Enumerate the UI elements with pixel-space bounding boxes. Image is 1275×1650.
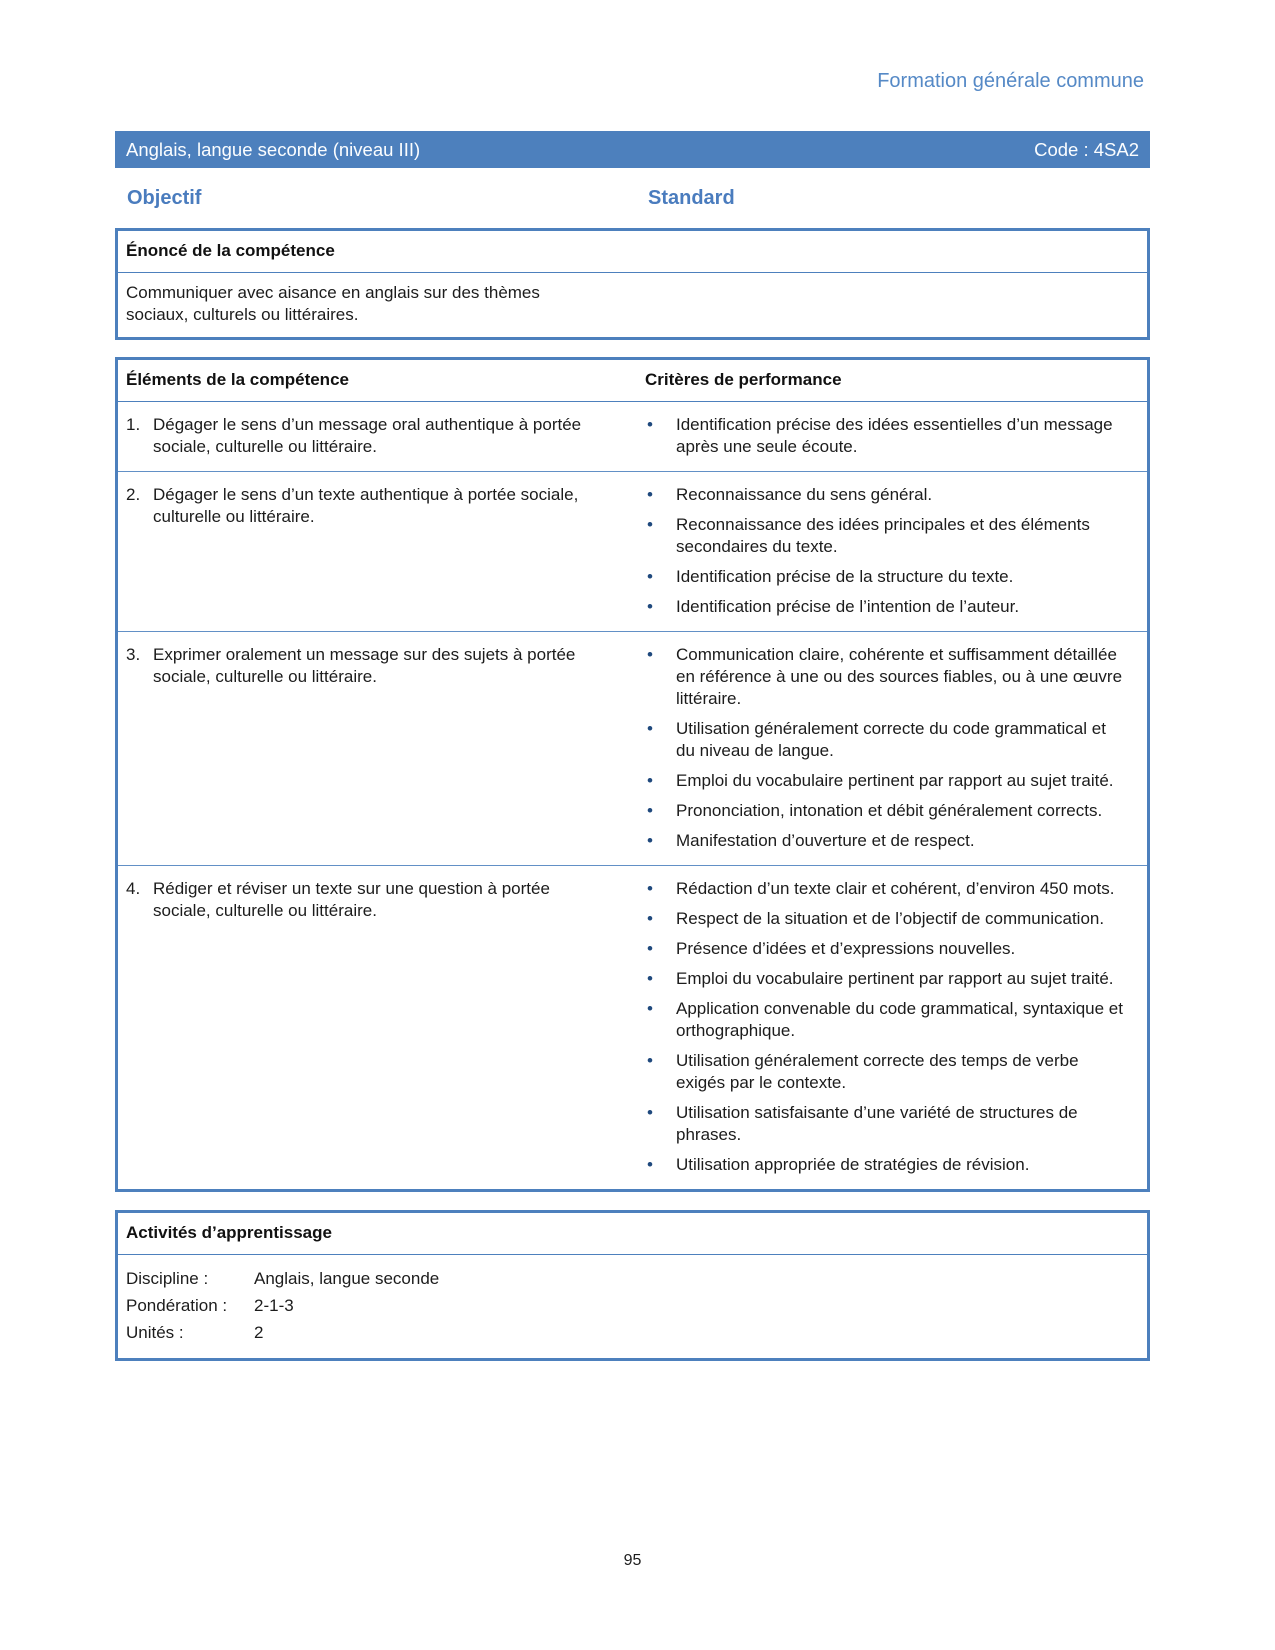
criteres-column-header: Critères de performance: [645, 370, 842, 389]
criteria-list: [645, 414, 1125, 458]
element-text: Exprimer oralement un message sur des sujets à portée sociale, culturelle ou littéraire.: [153, 645, 576, 686]
element-item: [126, 878, 595, 922]
element-number: 2.: [126, 485, 141, 504]
criterion-item: [645, 770, 1125, 792]
unites-label: Unités :: [126, 1323, 184, 1342]
criterion-text: Respect de la situation et de l’objectif de communication.: [676, 909, 1105, 928]
criterion-text: Utilisation généralement correcte des temps de verbe exigés par le contexte.: [676, 1051, 1079, 1092]
criterion-text: Rédaction d’un texte clair et cohérent, d’environ 450 mots.: [676, 879, 1115, 898]
criterion-text: Prononciation, intonation et débit généralement corrects.: [676, 801, 1103, 820]
criterion-item: [645, 414, 1125, 458]
criterion-item: [645, 998, 1125, 1042]
enonce-header: Énoncé de la compétence: [118, 231, 1147, 273]
element-number: 3.: [126, 645, 141, 664]
criteria-list: [645, 484, 1125, 618]
criterion-text: Identification précise de l’intention de l’auteur.: [676, 597, 1020, 616]
enonce-body: [118, 273, 1147, 337]
discipline-value: Anglais, langue seconde: [254, 1269, 440, 1288]
criteria-list: [645, 878, 1125, 1176]
criterion-text: Emploi du vocabulaire pertinent par rapport au sujet traité.: [676, 771, 1114, 790]
standard-heading: Standard: [648, 187, 735, 209]
criterion-text: Communication claire, cohérente et suffisamment détaillée en référence à une ou des sources fiables, ou à une œuvre littéraire.: [676, 645, 1123, 708]
element-item: [126, 644, 595, 688]
criteria-cell: [645, 472, 1147, 631]
ponderation-value: 2-1-3: [254, 1296, 294, 1315]
course-code: Code : 4SA2: [1034, 138, 1139, 160]
objectif-heading: Objectif: [127, 187, 202, 209]
page-number: 95: [623, 1552, 642, 1569]
criterion-item: [645, 596, 1125, 618]
element-cell: [118, 472, 645, 631]
element-item: [126, 484, 595, 528]
unites-value: 2: [254, 1323, 264, 1342]
criterion-text: Identification précise de la structure du texte.: [676, 567, 1014, 586]
criterion-text: Emploi du vocabulaire pertinent par rapport au sujet traité.: [676, 969, 1114, 988]
criterion-text: Reconnaissance des idées principales et des éléments secondaires du texte.: [676, 515, 1090, 556]
element-cell: [118, 866, 645, 1189]
table-row: [118, 472, 1147, 632]
activites-body: [118, 1255, 1147, 1358]
activites-row-unites: [126, 1319, 1135, 1346]
criterion-item: [645, 968, 1125, 990]
elements-column-header: Éléments de la compétence: [126, 370, 349, 389]
criterion-item: [645, 644, 1125, 710]
criteria-cell: [645, 402, 1147, 471]
enonce-text: Communiquer avec aisance en anglais sur des thèmes sociaux, culturels ou littéraires.: [126, 283, 540, 324]
element-text: Dégager le sens d’un texte authentique à portée sociale, culturelle ou littéraire.: [153, 485, 579, 526]
criteria-list: [645, 644, 1125, 852]
discipline-label: Discipline :: [126, 1269, 209, 1288]
running-header: Formation générale commune: [877, 70, 1144, 92]
ponderation-label: Pondération :: [126, 1296, 228, 1315]
enonce-competence-box: [115, 228, 1150, 340]
criterion-text: Utilisation généralement correcte du code grammatical et du niveau de langue.: [676, 719, 1106, 760]
competence-table: [115, 357, 1150, 1192]
element-text: Rédiger et réviser un texte sur une question à portée sociale, culturelle ou littéraire.: [153, 879, 550, 920]
criterion-item: [645, 1050, 1125, 1094]
criteria-cell: [645, 632, 1147, 865]
activites-box: [115, 1210, 1150, 1361]
criterion-text: Utilisation appropriée de stratégies de révision.: [676, 1155, 1030, 1174]
criterion-text: Reconnaissance du sens général.: [676, 485, 933, 504]
element-number: 1.: [126, 415, 141, 434]
element-cell: [118, 632, 645, 865]
criterion-item: [645, 718, 1125, 762]
criterion-text: Utilisation satisfaisante d’une variété de structures de phrases.: [676, 1103, 1078, 1144]
table-row: [118, 402, 1147, 472]
activites-row-discipline: [126, 1265, 1135, 1292]
criterion-text: Identification précise des idées essentielles d’un message après une seule écoute.: [676, 415, 1113, 456]
criterion-text: Application convenable du code grammatical, syntaxique et orthographique.: [676, 999, 1123, 1040]
criterion-item: [645, 830, 1125, 852]
table-row: [118, 866, 1147, 1189]
criterion-item: [645, 1154, 1125, 1176]
criteria-cell: [645, 866, 1147, 1189]
criterion-item: [645, 484, 1125, 506]
course-title: Anglais, langue seconde (niveau III): [126, 138, 421, 160]
element-text: Dégager le sens d’un message oral authentique à portée sociale, culturelle ou littéraire.: [153, 415, 582, 456]
criterion-text: Présence d’idées et d’expressions nouvelles.: [676, 939, 1016, 958]
element-cell: [118, 402, 645, 471]
page-content: [115, 0, 1150, 1361]
table-row: [118, 632, 1147, 866]
competence-table-header-row: [118, 360, 1147, 402]
course-title-bar: [115, 131, 1150, 168]
criterion-item: [645, 800, 1125, 822]
criterion-item: [645, 566, 1125, 588]
criterion-item: [645, 938, 1125, 960]
column-headings: [115, 185, 1150, 212]
criterion-item: [645, 1102, 1125, 1146]
criterion-text: Manifestation d’ouverture et de respect.: [676, 831, 975, 850]
element-item: [126, 414, 595, 458]
criterion-item: [645, 878, 1125, 900]
element-number: 4.: [126, 879, 141, 898]
activites-header: Activités d’apprentissage: [118, 1213, 1147, 1255]
criterion-item: [645, 514, 1125, 558]
criterion-item: [645, 908, 1125, 930]
activites-row-ponderation: [126, 1292, 1135, 1319]
